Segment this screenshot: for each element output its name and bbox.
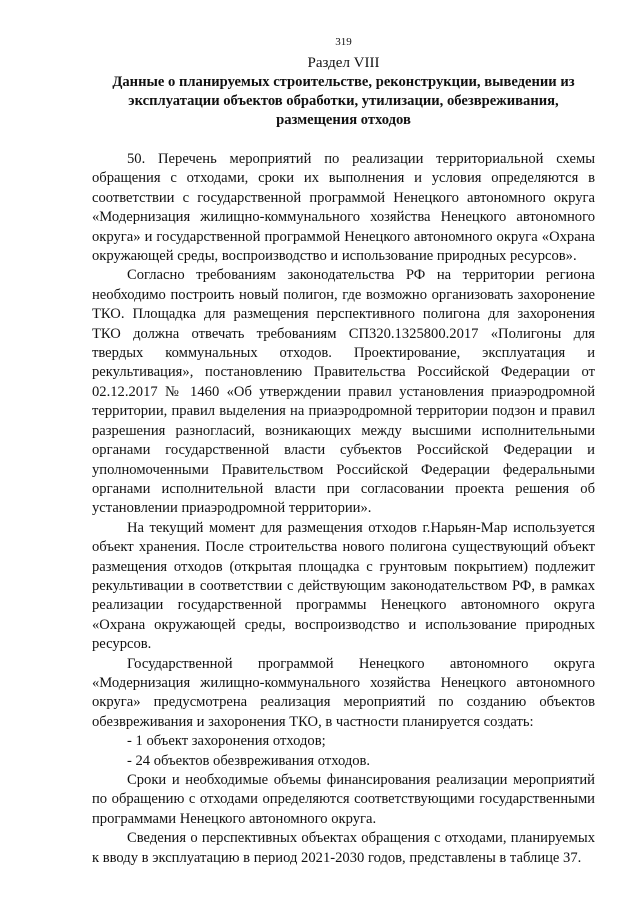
list-item-neutralization: - 24 объектов обезвреживания отходов. [127,752,371,769]
paragraph-financing: Сроки и необходимые объемы финансирования реализации мероприятий по обращению с отходами определяются соответствующими государственными программами Ненецкого автономного округа. [92,772,595,827]
paragraph-item-50: 50. Перечень мероприятий по реализации территориальной схемы обращения с отходами, сроки их выполнения и условия определяются в соответствии с государственной программой Ненецкого автономного округа «Модернизация жилищно-коммунального хозяйства Ненецкого автономного округа» и государственной программой Ненецкого автономного округа «Охрана окружающей среды, воспроизводство и использование природных ресурсов». [92,151,595,265]
paragraph-table-reference: Сведения о перспективных объектах обращения с отходами, планируемых к вводу в эксплуатацию в период 2021-2030 годов, представлены в таблице 37. [92,830,595,866]
paragraph-current-storage: На текущий момент для размещения отходов г.Нарьян-Мар используется объект хранения. После строительства нового полигона существующий объект размещения отходов (открытая площадка с грунтовым покрытием) подлежит рекультивации в соответствии с действующим законодательством РФ, в рамках реализации государственной программы Ненецкого автономного округа «Охрана окружающей среды, воспроизводство и использование природных ресурсов. [92,519,595,653]
body-text [92,150,595,868]
list-item-disposal: - 1 объект захоронения отходов; [127,733,326,750]
paragraph-state-program: Государственной программой Ненецкого автономного округа «Модернизация жилищно-коммунального хозяйства Ненецкого автономного округа» предусмотрена реализация мероприятий по созданию объектов обезвреживания и захоронения ТКО, в частности планируется создать: [92,655,595,730]
section-heading: Данные о планируемых строительстве, реконструкции, выведении из эксплуатации объектов обработки, утилизации, обезвреживания, размещения отходов [112,74,575,128]
paragraph-landfill-requirements: Согласно требованиям законодательства РФ на территории региона необходимо построить новый полигон, где возможно организовать захоронение ТКО. Площадка для размещения перспективного полигона для захоронения ТКО должна отвечать требованиям СП320.1325800.2017 «Полигоны для твердых коммунальных отходов. Проектирование, эксплуатация и рекультивация», постановлению Правительства Российской Федерации от 02.12.2017 № 1460 «Об утверждении правил установления приаэродромной территории, правил выделения на приаэродромной территории подзон и правил разрешения разногласий, возникающих между высшими исполнительными органами государственной власти субъектов Российской Федерации и уполномоченными Правительством Российской Федерации федеральными органами исполнительной власти при согласовании проекта решения об установлении приаэродромной территории». [92,267,595,517]
section-label: Раздел VIII [307,55,380,71]
page-number: 319 [335,36,352,48]
